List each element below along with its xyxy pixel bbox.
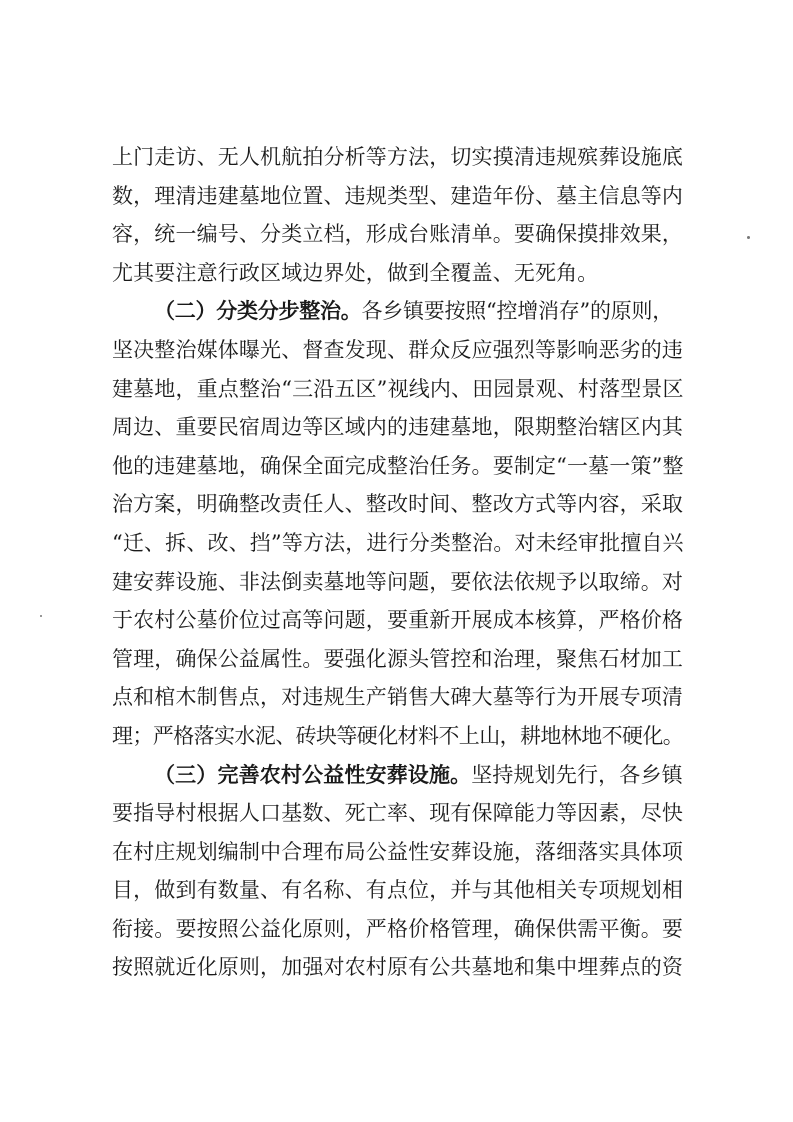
paragraph-line: 建安葬设施、非法倒卖墓地等问题，要依法依规予以取缔。对 [112, 569, 684, 594]
paragraph-line: 在村庄规划编制中合理布局公益性安葬设施，落细落实具体项 [112, 839, 684, 864]
paragraph-line: 按照就近化原则，加强对农村原有公共墓地和集中埋葬点的资 [112, 955, 684, 980]
section-text: 坚持规划先行，各乡镇 [471, 762, 683, 787]
paragraph-line: 他的违建墓地，确保全面完成整治任务。要制定“一墓一策”整 [112, 453, 684, 478]
paragraph-line: 数，理清违建墓地位置、违规类型、建造年份、墓主信息等内 [112, 183, 684, 208]
paragraph-line: 治方案，明确整改责任人、整改时间、整改方式等内容，采取 [112, 492, 684, 517]
scan-speck [40, 615, 42, 617]
paragraph-line: 容，统一编号、分类立档，形成台账清单。要确保摸排效果， [112, 222, 684, 247]
paragraph-line: 要指导村根据人口基数、死亡率、现有保障能力等因素，尽快 [112, 801, 684, 826]
paragraph-line: “迁、拆、改、挡”等方法，进行分类整治。对未经审批擅自兴 [112, 530, 684, 555]
paragraph-line: 衔接。要按照公益化原则，严格价格管理，确保供需平衡。要 [112, 916, 684, 941]
paragraph-line: 点和棺木制售点，对违规生产销售大碑大墓等行为开展专项清 [112, 685, 684, 710]
section-heading-3: （三）完善农村公益性安葬设施。 [154, 762, 472, 787]
section-heading-2: （二）分类分步整治。 [154, 299, 362, 324]
paragraph-line: 于农村公墓价位过高等问题，要重新开展成本核算，严格价格 [112, 608, 684, 633]
paragraph-line: 理；严格落实水泥、砖块等硬化材料不上山，耕地林地不硬化。 [112, 723, 684, 748]
paragraph-line: 管理，确保公益属性。要强化源头管控和治理，聚焦石材加工 [112, 646, 684, 671]
section-line [112, 292, 692, 331]
paragraph-line: 坚决整治媒体曝光、督查发现、群众反应强烈等影响恶劣的违 [112, 337, 684, 362]
paragraph-line: 周边、重要民宿周边等区域内的违建墓地，限期整治辖区内其 [112, 415, 684, 440]
paragraph-line: 尤其要注意行政区域边界处，做到全覆盖、无死角。 [112, 260, 599, 285]
scan-speck [747, 236, 750, 239]
paragraph-line: 目，做到有数量、有名称、有点位，并与其他相关专项规划相 [112, 878, 684, 903]
section-text: 各乡镇要按照“控增消存”的原则， [361, 299, 673, 324]
paragraph-line: 建墓地，重点整治“三沿五区”视线内、田园景观、村落型景区 [112, 376, 684, 401]
paragraph-line: 上门走访、无人机航拍分析等方法，切实摸清违规殡葬设施底 [112, 145, 684, 169]
section-line [112, 756, 692, 795]
body-text [112, 138, 692, 987]
